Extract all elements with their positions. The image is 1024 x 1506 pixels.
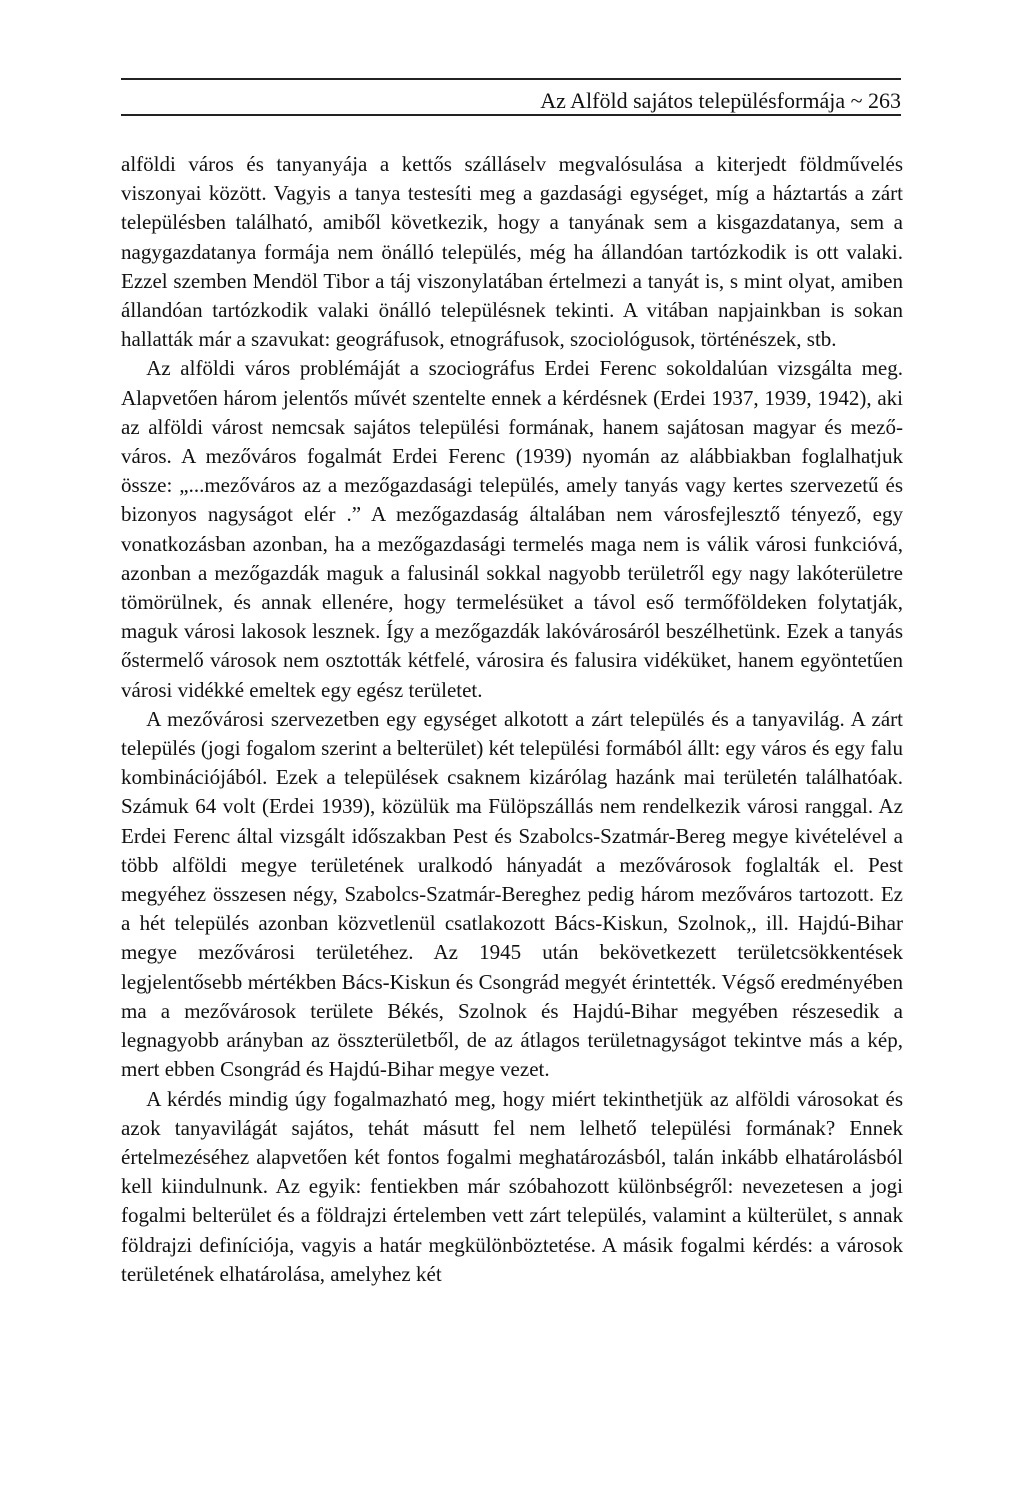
paragraph-4: A kérdés mindig úgy fogalmazható meg, hogy miért tekinthetjük az alföldi városokat és azok tanyavilágát sajátos, tehát másutt fel nem lelhető települési formának? Ennek értelmezéséhez alapvetően két fontos fogalmi meghatározásból, talán inkább elhatárolásból kell kiindulnunk. Az egyik: fentiekben már szóbahozott különbségről: nevezetesen a jogi fogalmi belterület és a földrajzi értelemben vett zárt település, valamint a külterület, s annak földrajzi definíciója, vagyis a határ megkülönböztetése. A másik fogalmi kérdés: a városok területének elhatárolása, amelyhez két (121, 1086, 903, 1286)
running-title: Az Alföld sajátos településformája (540, 88, 846, 113)
running-head (540, 88, 901, 114)
body-text (121, 150, 903, 1289)
header-rule-bottom (121, 114, 901, 116)
paragraph-1: alföldi város és tanyanyája a kettős szálláselv megvalósulása a kiterjedt földművelés viszonyai között. Vagyis a tanya testesíti meg a gazdasági egységet, míg a háztartás a zárt településben található, amiből következik, hogy a tanyának sem a kisgazdatanya, sem a nagygazdatanya formája nem önálló település, még ha állandóan tartózkodik is ott valaki. Ezzel szemben Mendöl Tibor a táj viszonylatában értelmezi a tanyát is, s mint olyat, amiben állandóan tartózkodik valaki önálló településnek tekinti. A vitában napjainkban is sokan hallatták már a szavukat: geográfusok, etnográfusok, szociológusok, történészek, stb. (121, 152, 903, 352)
paragraph-3: A mezővárosi szervezetben egy egységet alkotott a zárt település és a tanyavilág. A zárt település (jogi fogalom szerint a belterület) két települési formából állt: egy város és egy falu kombinációjából. Ezek a települések csaknem kizárólag hazánk mai területén találhatóak. Számuk 64 volt (Erdei 1939), közülük ma Fülöpszállás nem rendelkezik városi ranggal. Az Erdei Ferenc által vizsgált időszakban Pest és Szabolcs-Szatmár-Bereg megye kivételével a több alföldi megye területének uralkodó hányadát a mezővárosok foglalták el. Pest megyéhez összesen négy, Szabolcs-Szatmár-Bereghez pedig három mezőváros tartozott. Ez a hét település azonban közvetlenül csatlakozott Bács-Kiskun, Szolnok,, ill. Hajdú-Bihar megye mezővárosi területéhez. Az 1945 után bekövetkezett területcsökkentések legjelentősebb mértékben Bács-Kiskun és Csongrád megyét érintették. Végső eredményében ma a mezővárosok területe Békés, Szolnok és Hajdú-Bihar megyében részesedik a legnagyobb arányban az összterületből, de az átlagos területnagyságot tekintve más a kép, mert ebben Csongrád és Hajdú-Bihar megye vezet. (121, 706, 903, 1082)
header-separator: ~ (850, 88, 863, 113)
page-header (121, 72, 901, 116)
page-number: 263 (868, 88, 901, 113)
header-rule-top (121, 78, 901, 80)
paragraph-2: Az alföldi város problémáját a szociográfus Erdei Ferenc sokoldalúan vizsgálta meg. Alapvetően három jelentős művét szentelte ennek a kérdésnek (Erdei 1937, 1939, 1942), aki az alföldi várost nemcsak sajátos települési formának, hanem sajátosan magyar és mező- város. A mezőváros fogalmát Erdei Ferenc (1939) nyomán az alábbiakban foglalhatjuk össze: „...mezőváros az a mezőgazdasági település, amely tanyás vagy kertes szervezetű és bizonyos nagyságot elér .” A mezőgazdaság általában nem városfejlesztő tényező, egy vonatkozásban azonban, ha a mezőgazdasági termelés maga nem is válik városi funkcióvá, azonban a mezőgazdák maguk a falusinál sokkal nagyobb területről egy nagy lakóterületre tömörülnek, és annak ellenére, hogy termelésüket a távol eső termőföldeken folytatják, maguk városi lakosok lesznek. Így a mezőgazdák lakóvárosáról beszélhetünk. Ezek a tanyás őstermelő városok nem osztották kétfelé, városira és falusira vidéküket, hanem egyöntetűen városi vidékké emeltek egy egész területet. (121, 356, 903, 702)
